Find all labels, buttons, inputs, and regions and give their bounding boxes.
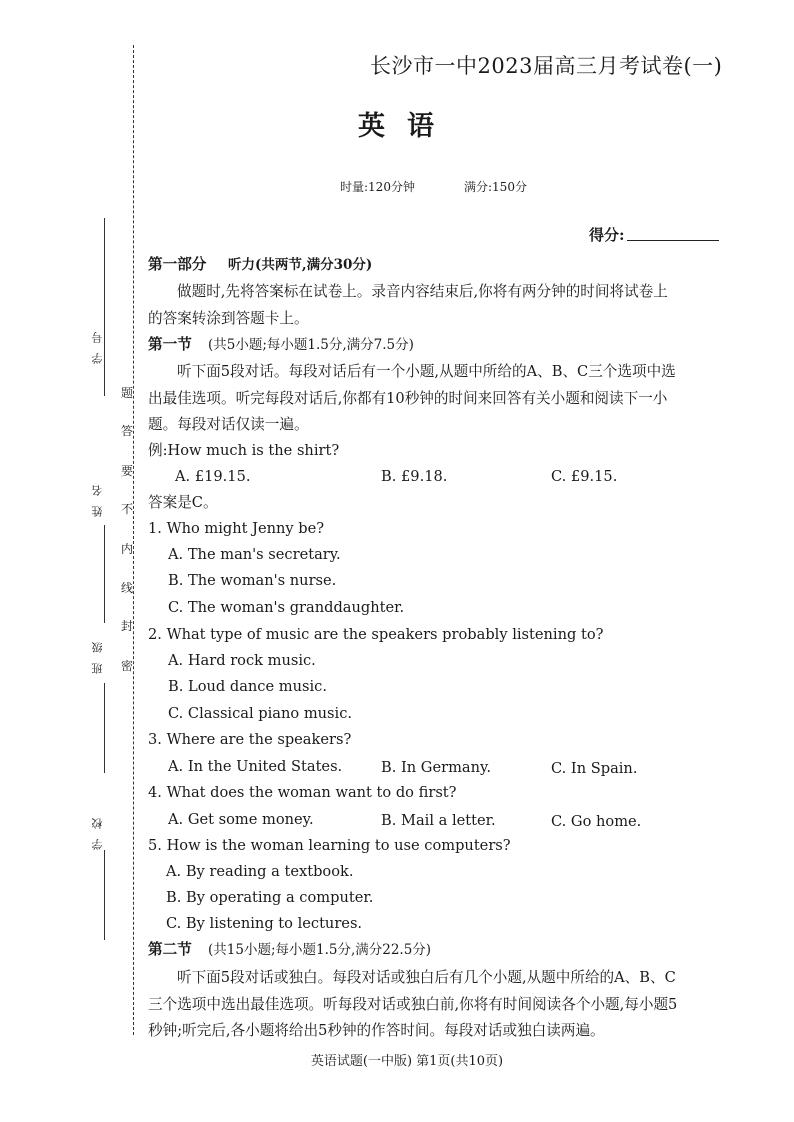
example-option-c: C. £9.15. [551,468,618,485]
q3-option-b: B. In Germany. [381,759,491,776]
field-school-label: 学校 [91,808,104,850]
field-student-id-label: 学号 [91,322,104,364]
score-field[interactable] [627,240,719,241]
section2-instruction: 秒钟;听完后,各小题将给出5秒钟的作答时间。每段对话或独白读两遍。 [148,1022,605,1039]
seal-char: 封 [120,619,133,633]
question-5: 5. How is the woman learning to use computers? [148,837,511,854]
question-3: 3. Where are the speakers? [148,731,352,748]
section1-detail: (共5小题;每小题1.5分,满分7.5分) [208,337,414,353]
q2-option-c: C. Classical piano music. [168,705,353,722]
q3-option-c: C. In Spain. [551,760,638,777]
seal-char: 密 [120,659,133,673]
q1-option-b: B. The woman's nurse. [168,572,337,589]
score-label: 得分: [589,226,625,244]
subject-title: 英语 [358,111,456,142]
q1-option-a: A. The man's secretary. [168,546,341,563]
example-option-b: B. £9.18. [381,468,448,485]
q4-option-c: C. Go home. [551,813,642,830]
school-line [104,850,105,940]
question-4: 4. What does the woman want to do first? [148,784,457,801]
part1-heading: 第一部分 [148,256,207,273]
section1-instruction: 题。每段对话仅读一遍。 [148,416,309,433]
q5-option-a: A. By reading a textbook. [166,863,354,880]
name-line [104,525,105,623]
seal-char: 答 [120,424,133,438]
exam-title: 长沙市一中2023届高三月考试卷(一) [370,54,723,78]
section1-instruction: 听下面5段对话。每段对话后有一个小题,从题中所给的A、B、C三个选项中选 [177,363,676,380]
time-limit: 时量:120分钟 [340,180,415,194]
field-name-label: 姓名 [91,475,104,517]
student-id-line [104,218,105,396]
example-question: 例:How much is the shirt? [148,442,340,459]
part1-instruction: 做题时,先将答案标在试卷上。录音内容结束后,你将有两分钟的时间将试卷上 [177,283,668,300]
section2-heading: 第二节 [148,941,192,958]
section2-detail: (共15小题;每小题1.5分,满分22.5分) [208,942,432,958]
section2-instruction: 听下面5段对话或独白。每段对话或独白后有几个小题,从题中所给的A、B、C [177,969,676,986]
seal-char: 线 [120,581,133,595]
q4-option-b: B. Mail a letter. [381,812,496,829]
example-answer: 答案是C。 [148,494,218,511]
seal-char: 内 [120,542,133,556]
q2-option-b: B. Loud dance music. [168,678,327,695]
question-1: 1. Who might Jenny be? [148,520,325,537]
full-score: 满分:150分 [464,180,527,194]
section2-instruction: 三个选项中选出最佳选项。听每段对话或独白前,你将有时间阅读各个小题,每小题5 [148,996,678,1013]
seal-char: 不 [120,502,133,516]
seal-char: 要 [120,464,133,478]
page-footer: 英语试题(一中版) 第1页(共10页) [310,1054,504,1069]
seal-char: 题 [120,386,133,400]
q2-option-a: A. Hard rock music. [168,652,316,669]
binding-dashed-line [133,45,134,1035]
part1-instruction: 的答案转涂到答题卡上。 [148,310,309,327]
q5-option-b: B. By operating a computer. [166,889,374,906]
section1-instruction: 出最佳选项。听完每段对话后,你都有10秒钟的时间来回答有关小题和阅读下一小 [148,390,668,407]
q4-option-a: A. Get some money. [168,811,314,828]
class-line [104,683,105,773]
section1-heading: 第一节 [148,336,192,353]
q1-option-c: C. The woman's granddaughter. [168,599,405,616]
q3-option-a: A. In the United States. [168,758,343,775]
q5-option-c: C. By listening to lectures. [166,915,363,932]
question-2: 2. What type of music are the speakers probably listening to? [148,626,604,643]
field-class-label: 班级 [91,632,104,674]
part1-heading-title: 听力(共两节,满分30分) [228,257,373,273]
example-option-a: A. £19.15. [175,468,251,485]
